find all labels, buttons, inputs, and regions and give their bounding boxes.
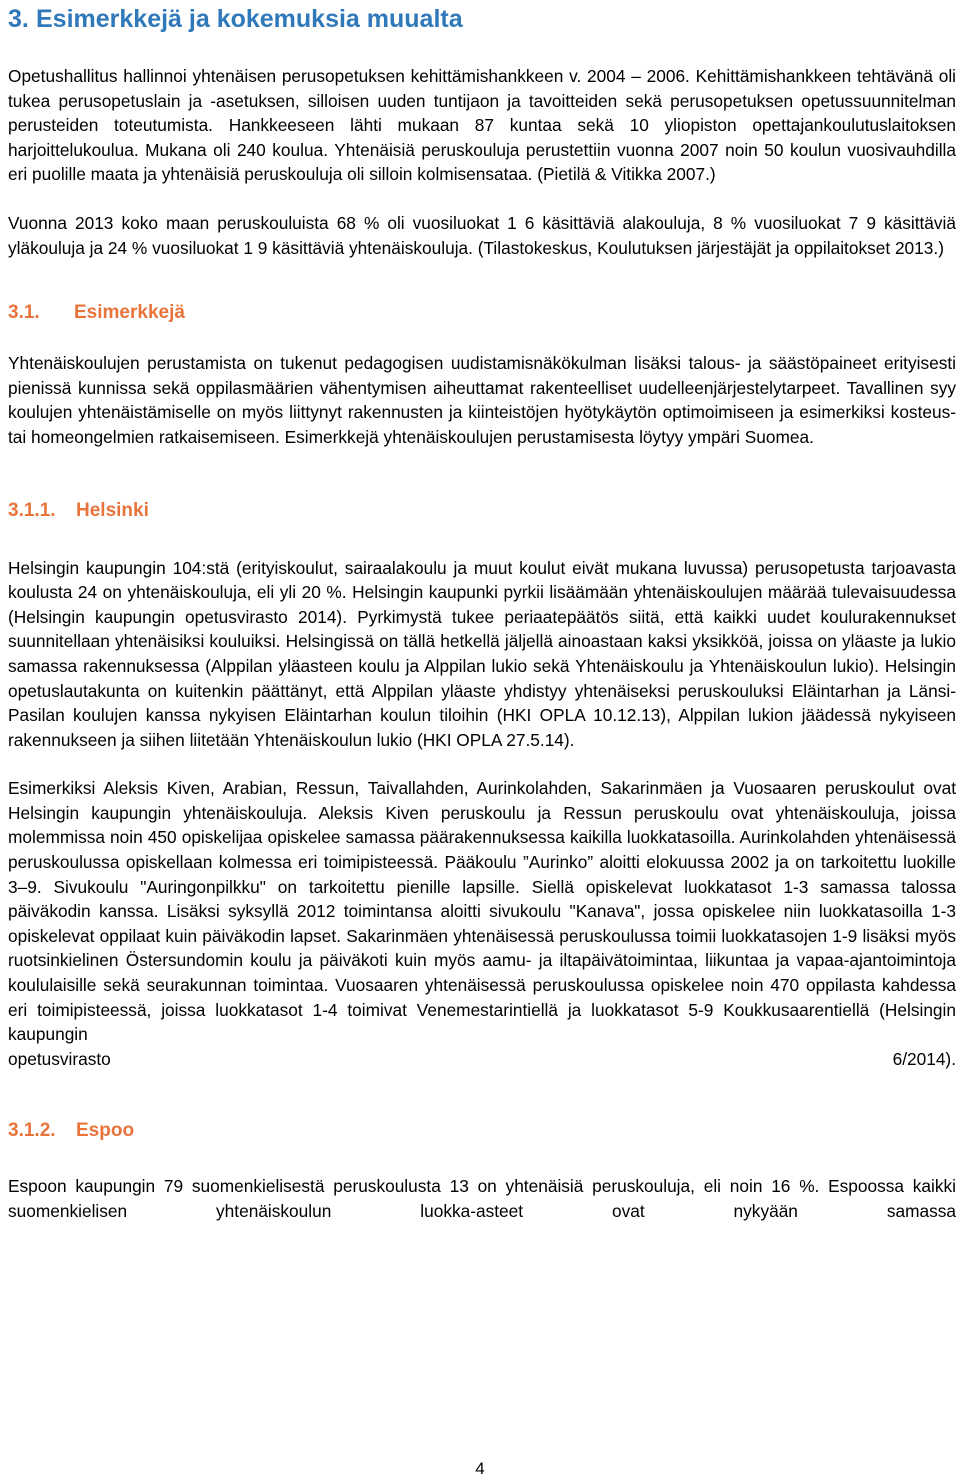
paragraph-espoo: Espoon kaupungin 79 suomenkielisestä peruskoulusta 13 on yhtenäisiä peruskouluja, eli noin 16 %. Espoossa kaikki suomenkielisen yhtenäiskoulun luokka-asteet ovat nykyään samassa bbox=[8, 1176, 956, 1221]
page-number: 4 bbox=[475, 1459, 485, 1478]
subsection-title: Helsinki bbox=[76, 499, 149, 521]
subsection-number: 3.1.1. bbox=[8, 499, 56, 521]
paragraph-tilastokeskus: Vuonna 2013 koko maan peruskouluista 68 % oli vuosiluokat 1 6 käsittäviä alakouluja, 8 % vuosiluokat 7 9 käsittäviä yläkouluja ja 24 % vuosiluokat 1 9 käsittäviä yhtenäiskouluja. (Tilastokeskus, Koulutuksen järjestäjät ja oppilaitokset 2013.) bbox=[8, 212, 956, 258]
last-line-left: opetusvirasto bbox=[8, 1048, 111, 1069]
paragraph-helsinki-esimerkit bbox=[8, 776, 956, 1071]
subsection-number: 3.1.2. bbox=[8, 1120, 56, 1142]
paragraph-helsinki-esimerkit-last-line bbox=[8, 1047, 956, 1072]
subsection-heading-helsinki bbox=[8, 500, 956, 522]
last-line-right: 6/2014). bbox=[892, 1048, 956, 1069]
section-number: 3.1. bbox=[8, 302, 40, 324]
paragraph-opetushallitus: Opetushallitus hallinnoi yhtenäisen perusopetuksen kehittämishankkeen v. 2004 – 2006. Kehittämishankkeen tehtävänä oli tukea perusopetuslain ja -asetuksen, silloisen uuden tuntijaon ja tavoitteiden sekä perusopetuksen opetussuunnitelman perusteiden toteutumista. Hankkeeseen lähti mukaan 87 kuntaa sekä 10 yliopiston opettajankoulutuslaitoksen harjoittelukoulua. Mukana oli 240 koulua. Yhtenäisiä peruskouluja perustettiin vuonna 2007 noin 50 koulun vuosivauhdilla eri puolille maata ja yhtenäisiä peruskouluja oli silloin kolmisensataa. (Pietilä & Vitikka 2007.) bbox=[8, 66, 956, 185]
section-title: Esimerkkejä bbox=[74, 302, 185, 324]
chapter-title: Esimerkkejä ja kokemuksia muualta bbox=[36, 5, 463, 33]
paragraph-yhtenaiskoulut: Yhtenäiskoulujen perustamista on tukenut pedagogisen uudistamisnäkökulman lisäksi talous- ja säästöpaineet erityisesti pienissä kunnissa sekä oppilasmäärien vähentymisen aiheuttamat rakenteelliset uudelleenjärjestelytarpeet. Tavallinen syy koulujen yhtenäistämiselle on myös liittynyt rakennusten ja kiinteistöjen hyötykäytön optimoimiseen ja esimerkiksi kosteus- tai homeongelmien ratkaisemiseen. Esimerkkejä yhtenäiskoulujen perustamisesta löytyy ympäri Suomea. bbox=[8, 353, 956, 447]
section-heading-esimerkkeja bbox=[8, 302, 956, 324]
subsection-title: Espoo bbox=[76, 1120, 135, 1142]
chapter-number: 3. bbox=[8, 5, 29, 33]
chapter-heading bbox=[8, 0, 956, 40]
paragraph-helsinki-koulut: Helsingin kaupungin 104:stä (erityiskoulut, sairaalakoulu ja muut koulut eivät mukana luvussa) perusopetusta tarjoavasta koulusta 24 on yhtenäiskouluja, eli yli 20 %. Helsingin kaupunki pyrkii lisäämään yhtenäiskoulujen määrää tulevaisuudessa (Helsingin kaupungin opetusvirasto 2014). Pyrkimystä tukee periaatepäätös siitä, että kaikki uudet koulurakennukset suunnitellaan yhtenäisiksi kouluiksi. Helsingissä on tällä hetkellä jäljellä ainoastaan kaksi yksikköä, joissa on yläaste ja lukio samassa rakennuksessa (Alppilan yläasteen koulu ja Alppilan lukio sekä Yhtenäiskoulu ja Yhtenäiskoulun lukio). Helsingin opetuslautakunta on kuitenkin päättänyt, että Alppilan yläaste yhdistyy yhtenäiseksi peruskouluksi Eläintarhan ja Länsi-Pasilan koulujen kanssa nykyisen Eläintarhan koulun tiloihin (HKI OPLA 10.12.13), Alppilan lukion jäädessä nykyiseen rakennukseen ja siihen liitetään Yhtenäiskoulun lukio (HKI OPLA 27.5.14). bbox=[8, 557, 956, 750]
subsection-heading-espoo bbox=[8, 1120, 956, 1142]
paragraph-helsinki-esimerkit-body: Esimerkiksi Aleksis Kiven, Arabian, Ressun, Taivallahden, Aurinkolahden, Sakarinmäen ja Vuosaaren peruskoulut ovat Helsingin kaupungin yhtenäiskouluja. Aleksis Kiven peruskoulu ja Ressun peruskoulu ovat yhtenäiskouluja, joissa molemmissa noin 450 opiskelijaa opiskelee samassa päärakennuksessa kaikilla luokkatasoilla. Aurinkolahden yhtenäisessä peruskoulussa opiskellaan kolmessa eri toimipisteessä. Pääkoulu ”Aurinko” aloitti elokuussa 2002 ja on tarkoitettu luokille 3–9. Sivukoulu "Auringonpilkku" on tarkoitettu pienille lapsille. Siellä opiskelevat luokkatasot 1-3 samassa talossa päiväkodin kanssa. Lisäksi syksyllä 2012 toimintansa aloitti sivukoulu "Kanava", jossa opiskelee niin luokkatasoilla 1-3 opiskelevat oppilaat kuin päiväkodin lapset. Sakarinmäen yhtenäisessä peruskoulussa toimii luokkatasojen 1-9 lisäksi myös ruotsinkielinen Östersundomin koulu ja päiväkoti kuin myös aamu- ja iltapäivätoimintaa, liikuntaa ja vapaa-ajantoimintoja koululaisille sekä seurakunnan toimintaa. Vuosaaren yhtenäisessä peruskoulussa opiskelee noin 470 oppilasta kahdessa eri toimipisteessä, joissa luokkatasot 1-4 toimivat Venemestarintiellä ja luokkatasot 5-9 Koukkusaarentiellä (Helsingin kaupungin bbox=[8, 778, 956, 1045]
document-page bbox=[8, 0, 956, 1224]
